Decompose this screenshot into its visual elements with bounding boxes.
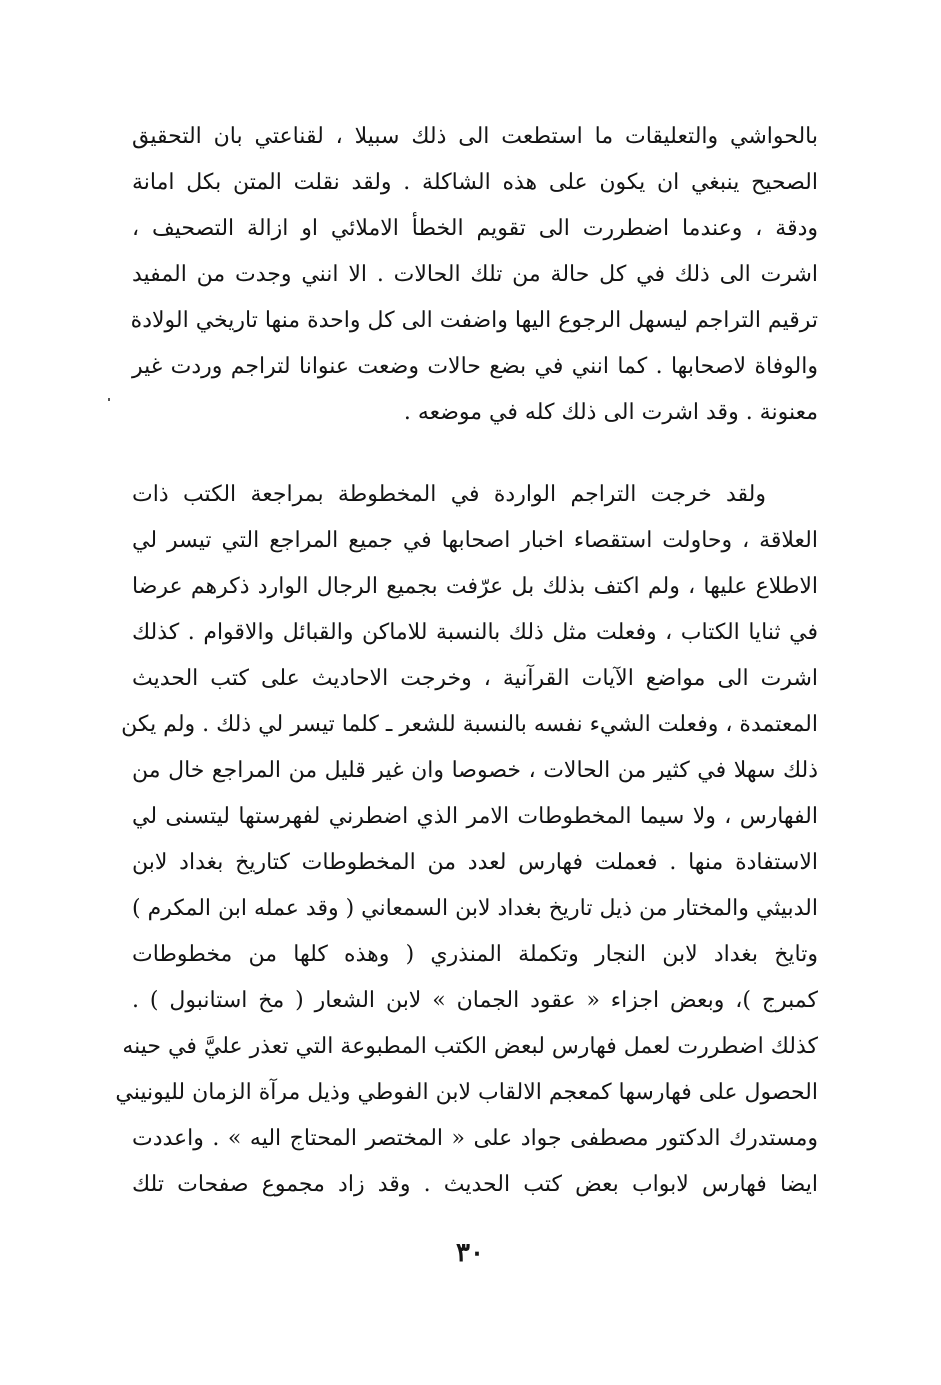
scan-speck <box>108 398 110 401</box>
paragraph-1 <box>132 114 818 436</box>
page-number: ٣٠ <box>456 1238 484 1268</box>
text-line: كذلك اضطررت لعمل فهارس لبعض الكتب المطبوعة التي تعذر عليَّ في حينه <box>122 1034 818 1059</box>
text-line: في ثنايا الكتاب ، وفعلت مثل ذلك بالنسبة للاماكن والقبائل والاقوام . كذلك <box>132 620 818 645</box>
text-line: ومستدرك الدكتور مصطفى جواد على « المختصر المحتاج اليه » . واعددت <box>132 1126 818 1151</box>
paragraph-2 <box>115 472 818 1208</box>
text-line: العلاقة ، وحاولت استقصاء اخبار اصحابها في جميع المراجع التي تيسر لي <box>132 528 818 553</box>
text-line: ودقة ، وعندما اضطررت الى تقويم الخطأ الاملائي او ازالة التصحيف ، <box>132 216 819 241</box>
text-line: ذلك سهلا في كثير من الحالات ، خصوصا وان غير قليل من المراجع خال من <box>132 758 818 783</box>
text-line: الصحيح ينبغي ان يكون على هذه الشاكلة . ولقد نقلت المتن بكل امانة <box>132 170 818 195</box>
text-line: معنونة . وقد اشرت الى ذلك كله في موضعه . <box>403 400 818 425</box>
text-line: الفهارس ، ولا سيما المخطوطات الامر الذي اضطرني لفهرستها ليتسنى لي <box>132 804 818 829</box>
text-line: والوفاة لاصحابها . كما انني في بضع حالات وضعت عنوانا لتراجم وردت غير <box>132 354 818 379</box>
text-line: وتايخ بغداد لابن النجار وتكملة المنذري ( وهذه كلها من مخطوطات <box>132 942 818 967</box>
text-line: اشرت الى ذلك في كل حالة من تلك الحالات . الا انني وجدت من المفيد <box>132 262 818 287</box>
text-line: الحصول على فهارسها كمعجم الالقاب لابن الفوطي وذيل مرآة الزمان لليونيني <box>115 1080 818 1105</box>
text-line: ولقد خرجت التراجم الواردة في المخطوطة بمراجعة الكتب ذات <box>132 482 766 507</box>
text-line: بالحواشي والتعليقات ما استطعت الى ذلك سبيلا ، لقناعتي بان التحقيق <box>132 124 818 149</box>
text-line: الدبيثي والمختار من ذيل تاريخ بغداد لابن السمعاني ( وقد عمله ابن المكرم ) <box>132 896 818 921</box>
text-line: المعتمدة ، وفعلت الشيء نفسه بالنسبة للشعر ـ كلما تيسر لي ذلك . ولم يكن <box>121 712 818 737</box>
text-line: ترقيم التراجم ليسهل الرجوع اليها واضفت الى كل واحدة منها تاريخي الولادة <box>130 308 818 333</box>
text-line: اشرت الى مواضع الآيات القرآنية ، وخرجت الاحاديث على كتب الحديث <box>132 666 818 691</box>
text-line: الاطلاع عليها ، ولم اكتف بذلك بل عرّفت بجميع الرجال الوارد ذكرهم عرضا <box>132 574 818 599</box>
text-line: كمبرج )، وبعض اجزاء « عقود الجمان » لابن الشعار ( مخ استانبول ) . <box>132 988 818 1013</box>
text-line: الاستفادة منها . فعملت فهارس لعدد من المخطوطات كتاريخ بغداد لابن <box>132 850 818 875</box>
text-line: ايضا فهارس لابواب بعض كتب الحديث . وقد زاد مجموع صفحات تلك <box>132 1172 818 1197</box>
